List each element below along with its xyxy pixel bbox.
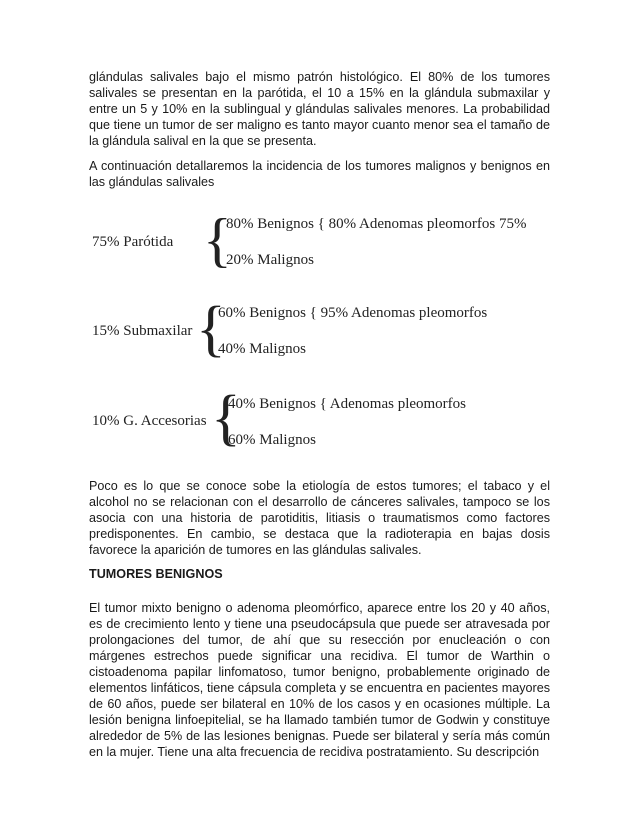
paragraph-benign-tumors: El tumor mixto benigno o adenoma pleomórfico, aparece entre los 20 y 40 años, es de crecimiento lento y tiene una pseudocápsula que puede ser atravesada por prolongaciones del tumor, de ahí que su resección por enucleación o con márgenes estrechos puede significar una recidiva. El tumor de Warthin o cistoadenoma papilar linfomatoso, tumor benigno, probablemente originado de elementos linfáticos, tiene cápsula completa y se encuentra en pacientes mayores de 60 años, puede ser bilateral en 10% de los casos y en ocasiones múltiple. La lesión benigna linfoepitelial, se ha llamado también tumor de Godwin y constituye alrededor de 5% de las lesiones benignas. Puede ser bilateral y sería más común en la mujer. Tiene una alta frecuencia de recidiva postratamiento. Su descripción xyxy=(89,601,550,759)
diagram-submaxilar-malignos: 40% Malignos xyxy=(218,341,306,357)
brace-icon: { xyxy=(211,384,241,452)
diagram-parotida-benignos: 80% Benignos { 80% Adenomas pleomorfos 75% xyxy=(226,216,527,232)
paragraph-incidence-intro: glándulas salivales bajo el mismo patrón histológico. El 80% de los tumores salivales se presentan en la parótida, el 10 a 15% en la glándula submaxilar y entre un 5 y 10% en la sublingual y glándulas salivales menores. La probabilidad que tiene un tumor de ser maligno es tanto mayor cuanto menor sea el tamaño de la glándula salival en la que se presenta. xyxy=(89,70,550,148)
diagram-label-accesorias: 10% G. Accesorias xyxy=(92,413,207,429)
section-heading: TUMORES BENIGNOS xyxy=(89,567,223,581)
paragraph-incidence-detail: A continuación detallaremos la incidencia de los tumores malignos y benignos en las glándulas salivales xyxy=(89,159,550,189)
paragraph-etiology: Poco es lo que se conoce sobe la etiología de estos tumores; el tabaco y el alcohol no se relacionan con el desarrollo de cánceres salivales, tampoco se los asocia con una historia de parotiditis, litiasis o traumatismos como factores predisponentes. En cambio, se destaca que la radioterapia en bajas dosis favorece la aparición de tumores en las glándulas salivales. xyxy=(89,479,550,557)
diagram-submaxilar-benignos: 60% Benignos { 95% Adenomas pleomorfos xyxy=(218,305,488,321)
diagram-accesorias-malignos: 60% Malignos xyxy=(228,432,316,448)
diagram-parotida-malignos: 20% Malignos xyxy=(226,252,314,268)
diagram-label-submaxilar: 15% Submaxilar xyxy=(92,323,193,339)
diagram-accesorias-benignos: 40% Benignos { Adenomas pleomorfos xyxy=(228,396,467,412)
brace-icon: { xyxy=(203,207,232,273)
brace-icon: { xyxy=(196,295,226,363)
diagram-label-parotida: 75% Parótida xyxy=(92,234,174,250)
